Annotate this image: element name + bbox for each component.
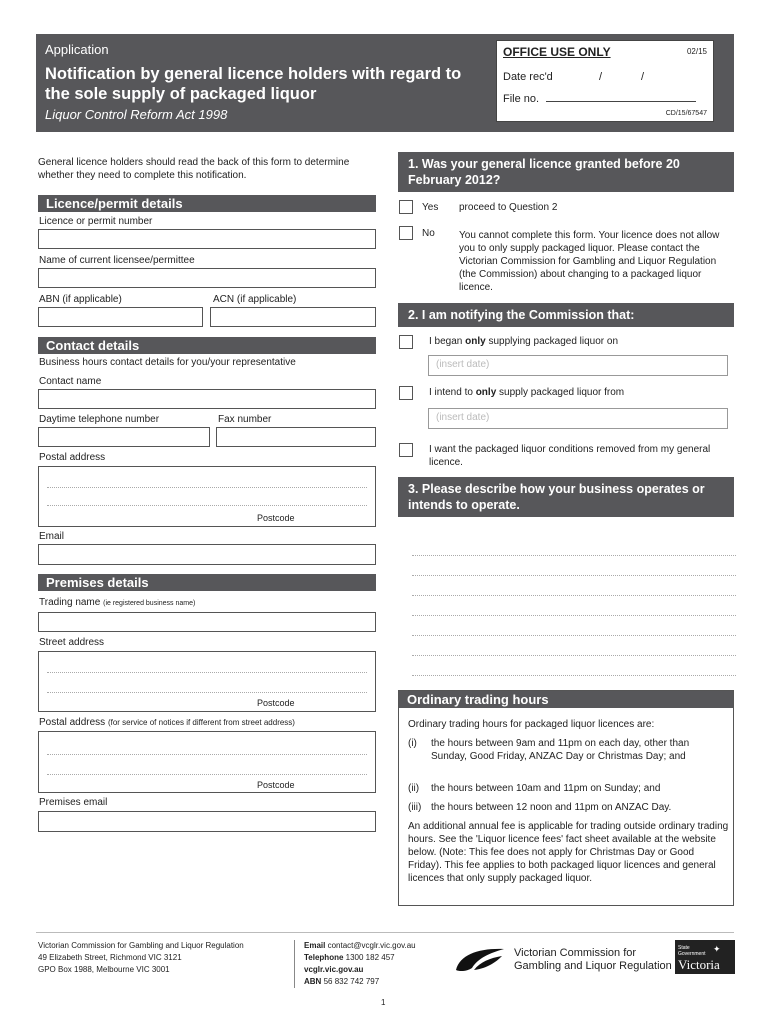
licensee-name-field[interactable] [38, 268, 376, 288]
question-2-heading: 2. I am notifying the Commission that: [398, 303, 734, 327]
contact-section-heading: Contact details [38, 337, 376, 354]
form-version: 02/15 [686, 47, 707, 56]
southern-cross-icon: ✦ [713, 944, 721, 954]
acn-label: ACN (if applicable) [213, 294, 297, 305]
street-address-field[interactable] [38, 651, 376, 712]
address-line [47, 487, 367, 488]
vcglr-logo-text: Victorian Commission for Gambling and Liquor Regulation [514, 947, 672, 972]
header-banner [36, 34, 734, 132]
question-3-heading: 3. Please describe how your business operates or intends to operate. [398, 477, 734, 517]
phone-label: Daytime telephone number [39, 414, 160, 425]
item-iii-text: the hours between 12 noon and 11pm on ANZAC Day. [431, 802, 672, 813]
q2-began-checkbox[interactable] [399, 335, 413, 349]
licence-section-heading: Licence/permit details [38, 195, 376, 212]
premises-email-field[interactable] [38, 811, 376, 832]
began-date-field[interactable]: (insert date) [428, 355, 728, 376]
address-line [47, 754, 367, 755]
email-field[interactable] [38, 544, 376, 565]
vcglr-logo-icon [450, 944, 510, 974]
footer-address: Victorian Commission for Gambling and Liquor Regulation 49 Elizabeth Street, Richmond VIC 3121 GPO Box 1988, Melbourne VIC 3001 [38, 941, 244, 974]
premises-postal-label: Postal address (for service of notices if different from street address) [39, 717, 295, 728]
q1-no-checkbox[interactable] [399, 226, 413, 240]
q1-no-label: No [422, 228, 435, 239]
abn-label: ABN (if applicable) [39, 294, 122, 305]
licensee-name-label: Name of current licensee/permittee [39, 255, 195, 266]
office-use-heading: OFFICE USE ONLY [503, 45, 611, 59]
address-line [47, 505, 367, 506]
postcode-label: Postcode [257, 513, 295, 523]
footer-email-link[interactable]: contact@vcglr.vic.gov.au [327, 941, 416, 950]
acn-field[interactable] [210, 307, 376, 327]
contact-name-field[interactable] [38, 389, 376, 409]
trading-name-field[interactable] [38, 612, 376, 632]
street-address-label: Street address [39, 637, 105, 648]
premises-postal-field[interactable] [38, 731, 376, 793]
q2-began-label: I began only supplying packaged liquor on [429, 336, 619, 347]
footer-separator [294, 940, 295, 988]
footer-divider [36, 932, 734, 933]
address-line [47, 692, 367, 693]
postcode-label: Postcode [257, 780, 295, 790]
item-iii-number: (iii) [408, 802, 422, 813]
abn-field[interactable] [38, 307, 203, 327]
fee-note: An additional annual fee is applicable for trading outside ordinary trading hours. See the 'Liquor licence fees' fact sheet available at the website below. (Note: This fee does not apply for Christmas Day or Good Friday). This fee applies to both packaged liquor licences and general licences that only supply packaged liquor. [408, 821, 729, 884]
victoria-government-logo: State Government ✦ Victoria [675, 940, 735, 974]
q1-yes-checkbox[interactable] [399, 200, 413, 214]
contact-subheading: Business hours contact details for you/your representative [39, 357, 296, 368]
act-name: Liquor Control Reform Act 1998 [45, 107, 228, 122]
ordinary-hours-panel [398, 690, 734, 906]
item-ii-number: (ii) [408, 783, 420, 794]
item-i-number: (i) [408, 738, 417, 749]
postcode-label: Postcode [257, 698, 295, 708]
intro-text: General licence holders should read the back of this form to determine whether they need to complete this notification. [38, 157, 350, 181]
fax-label: Fax number [218, 414, 272, 425]
q2-intend-label: I intend to only supply packaged liquor from [429, 387, 625, 398]
footer-web-link[interactable]: vcglr.vic.gov.au [304, 965, 364, 974]
date-received-label: Date rec'd / / [503, 71, 645, 83]
address-line [47, 672, 367, 673]
postal-address-field[interactable] [38, 466, 376, 527]
premises-email-label: Premises email [39, 797, 108, 808]
q2-remove-label: I want the packaged liquor conditions removed from my general licence. [429, 444, 711, 468]
q3-answer-area[interactable] [412, 536, 736, 676]
email-label: Email [39, 531, 65, 542]
fax-field[interactable] [216, 427, 376, 447]
postal-address-label: Postal address [39, 452, 106, 463]
q2-remove-checkbox[interactable] [399, 443, 413, 457]
licence-number-label: Licence or permit number [39, 216, 153, 227]
item-ii-text: the hours between 10am and 11pm on Sunday; and [431, 783, 661, 794]
page-number: 1 [381, 998, 386, 1007]
q1-no-instruction: You cannot complete this form. Your licence does not allow you to only supply packaged liquor. Please contact the Victorian Commission for Gambling and Liquor Regulation (the Commission) about changing to a packaged liquor licence. [459, 230, 720, 293]
file-number-label: File no. [503, 93, 709, 105]
question-1-heading: 1. Was your general licence granted before 20 February 2012? [398, 152, 734, 192]
address-line [47, 774, 367, 775]
item-i-text: the hours between 9am and 11pm on each day, other than Sunday, Good Friday, ANZAC Day or Christmas Day; and [431, 738, 690, 762]
phone-field[interactable] [38, 427, 210, 447]
office-use-box [496, 40, 714, 122]
trading-name-label: Trading name (ie registered business name) [39, 597, 196, 608]
document-code: CD/15/67547 [665, 110, 707, 117]
contact-name-label: Contact name [39, 376, 102, 387]
q1-yes-label: Yes [422, 202, 439, 213]
form-type-label: Application [45, 42, 109, 57]
footer-contact: Email contact@vcglr.vic.gov.au Telephone 1300 182 457 vcglr.vic.gov.au ABN 56 832 742 797 [304, 941, 416, 986]
q2-intend-checkbox[interactable] [399, 386, 413, 400]
intend-date-field[interactable]: (insert date) [428, 408, 728, 429]
licence-number-field[interactable] [38, 229, 376, 249]
premises-section-heading: Premises details [38, 574, 376, 591]
q1-yes-instruction: proceed to Question 2 [459, 202, 558, 213]
ordinary-hours-intro: Ordinary trading hours for packaged liquor licences are: [408, 719, 655, 730]
form-title: Notification by general licence holders with regard to the sole supply of packaged liquor [45, 65, 462, 103]
ordinary-hours-heading: Ordinary trading hours [399, 691, 733, 708]
